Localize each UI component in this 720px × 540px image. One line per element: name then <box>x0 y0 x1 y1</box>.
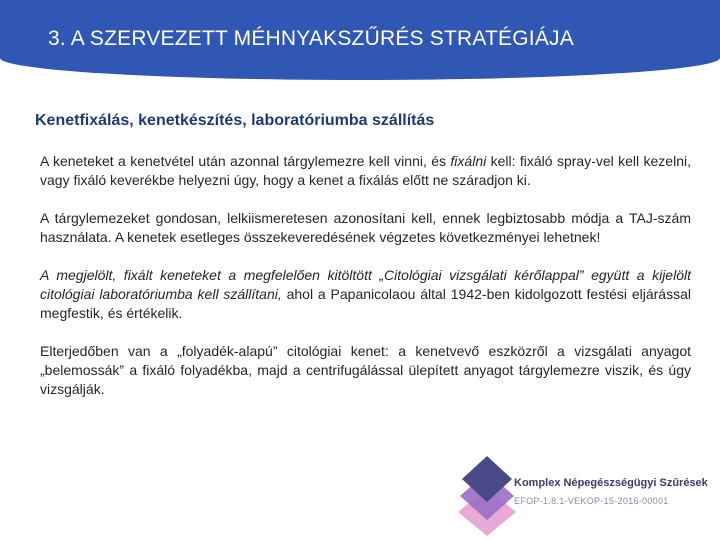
paragraph-identification: A tárgylemezeket gondosan, lelkiismeretesen azonosítani kell, ennek legbiztosabb módja a TAJ-szám használata. A kenetek esetleges összekeveredésének végzetes következményei lehetnek! <box>40 210 691 245</box>
slide-body <box>40 152 691 418</box>
paragraph-fixation-italic: fixálni <box>450 153 487 169</box>
paragraph-transport <box>40 266 691 323</box>
paragraph-transport-italic: A megjelölt, fixált keneteket a megfelelően kitöltött „Citológiai vizsgálati kérőlappal” együtt a kijelölt citológiai laboratóriumba kell szállítani, <box>40 267 691 302</box>
paragraph-fixation <box>40 152 691 190</box>
section-subtitle: Kenetfixálás, kenetkészítés, laboratóriumba szállítás <box>35 112 435 129</box>
logo-project-code: EFOP-1.8.1-VEKOP-15-2016-00001 <box>514 496 669 506</box>
paragraph-transport-text: ahol a Papanicolaou által 1942-ben kidolgozott festési eljárással megfestik, és értékelik. <box>40 286 691 321</box>
program-logo <box>456 454 720 540</box>
paragraph-fixation-text-1: A keneteket a kenetvétel után azonnal tárgylemezre kell vinni, és <box>40 153 451 169</box>
title-banner <box>0 0 720 80</box>
diamond-logo-icon <box>456 454 518 540</box>
paragraph-fixation-text-2: kell: fixáló spray-vel kell kezelni, vagy fixáló keverékbe helyezni úgy, hogy a kenet a fixálás előtt ne száradjon ki. <box>40 153 691 188</box>
slide-title: 3. A SZERVEZETT MÉHNYAKSZŰRÉS STRATÉGIÁJA <box>48 27 574 50</box>
paragraph-liquid-based: Elterjedőben van a „folyadék-alapú” citológiai kenet: a kenetvevő eszközről a vizsgálati anyagot „belemossák” a fixáló folyadékba, majd a centrifugálással ülepített anyagot tárgylemezre viszik, és úgy vizsgálják. <box>40 343 691 397</box>
logo-name: Komplex Népegészségügyi Szűrések <box>514 477 708 489</box>
